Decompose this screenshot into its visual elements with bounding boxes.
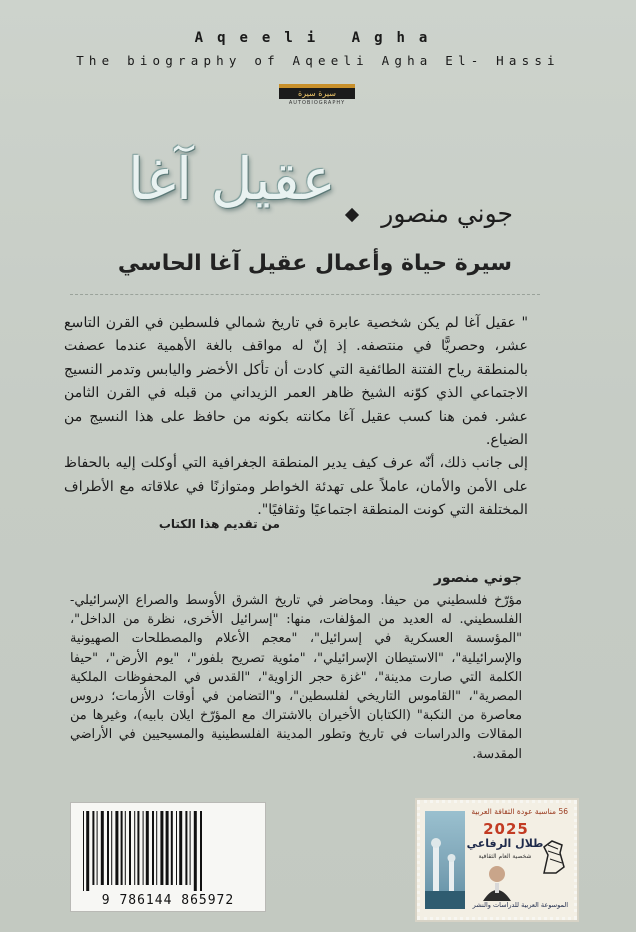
barcode-bar — [92, 811, 94, 885]
divider — [70, 294, 540, 295]
barcode-bar — [97, 811, 98, 885]
quote-paragraph-1: " عقيل آغا لم يكن شخصية عابرة في تاريخ شمالي فلسطين في القرن التاسع عشر، وحصريًّا في منتصفه. إذ إنّ له مواقف بالغة الأهمية عندما عصفت بالمنطقة رياح الفتنة الطائفية التي كادت أن تأكل الأخضر واليابس وتدمر النسيج الاجتماعي الذي كوّنه الشيخ ظاهر العمر الزيداني من قبله في القرن الثامن عشر. فمن هنا كسب عقيل آغا مكانته بكونه من حافظ على هذا النسيج من الضياع. — [64, 315, 528, 449]
barcode-bar — [194, 811, 197, 891]
stamp-year: 2025 — [483, 820, 529, 838]
quote-paragraph-2: إلى جانب ذلك، أنّه عرف كيف يدير المنطقة الجغرافية التي أوكلت إليه بالحفاظ على الأمن والأمان، عاملاً على تهدئة الخواطر ومتوازنًا في علاقاته مع الأطراف المختلفة التي كونت المنطقة اجتماعيًا وثقافيًا". — [64, 455, 528, 519]
english-subtitle: The biography of Aqeeli Agha El- Hassi — [76, 53, 560, 68]
barcode — [70, 802, 266, 912]
barcode-bar — [83, 811, 84, 891]
award-stamp — [417, 800, 577, 920]
stamp-bottom-text: الموسوعة العربية للدراسات والنشر — [472, 901, 568, 909]
stamp-honoree-name: طلال الرفاعي — [466, 837, 544, 850]
publisher-logo: سيرة سيرة — [279, 84, 355, 99]
barcode-bars — [81, 811, 255, 891]
quote-block — [64, 312, 528, 523]
barcode-bar — [121, 811, 123, 885]
barcode-bar — [129, 811, 131, 885]
portrait-icon — [480, 861, 514, 901]
author-bio: مؤرّخ فلسطيني من حيفا. ومحاضر في تاريخ الشرق الأوسط والصراع الإسرائيلي-الفلسطيني. له العديد من المؤلفات، منها: "إسرائيل الأخرى، نظرة من الداخل"، "المؤسسة العسكرية في إسرائيل"، "معجم الأعلام والمصطلحات الصهيونية والإسرائيلية"، "الاستيطان الإسرائيلي"، "مئوية تصريح بلفور"، "يوم الأرض"، "حيفا الكلمة التي صارت مدينة"، "غزة حجر الزاوية"، "القدس في المحفوظات الملكية المصرية"، "القاموس التاريخي لفلسطين"، و"التضامن في أوقات الأزمات؛ دروس معاصرة من النكبة" (الكتابان الأخيران بالاشتراك مع المؤرّخ ايلان بابيه)، وغيرها من المقالات والدراسات في تاريخ وتطور المدينة الفلسطينية والمسيحيين في الأراضي المقدسة. — [70, 593, 522, 762]
quote-source: من تقديم هذا الكتاب — [158, 517, 280, 531]
arabic-subtitle: سيرة حياة وأعمال عقيل آغا الحاسي — [117, 251, 512, 276]
barcode-bar — [171, 811, 173, 885]
isbn-number: 9 786144 865972 — [101, 893, 235, 908]
barcode-bar — [160, 811, 163, 885]
barcode-bar — [86, 811, 89, 891]
barcode-bar — [185, 811, 187, 885]
barcode-bar — [179, 811, 182, 885]
barcode-bar — [107, 811, 109, 885]
barcode-bar — [200, 811, 202, 891]
barcode-bar — [146, 811, 149, 885]
stamp-tower-illustration — [425, 811, 465, 909]
barcode-bar — [134, 811, 135, 885]
stamp-honoree-title: شخصية العام الثقافية — [478, 853, 532, 860]
barcode-bar — [125, 811, 126, 885]
author-name: جوني منصور — [381, 199, 513, 228]
barcode-bar — [176, 811, 177, 885]
barcode-bar — [101, 811, 104, 885]
barcode-bar — [115, 811, 118, 885]
stamp-top-text: 56 مناسبة عودة الثقافة العربية — [471, 807, 568, 816]
tower-icon — [425, 811, 465, 909]
publisher-logo-subtext: AUTOBIOGRAPHY — [288, 100, 346, 106]
bio-author-name: جوني منصور — [433, 570, 522, 586]
barcode-bar — [143, 811, 144, 885]
english-title: Aqeeli Agha — [194, 30, 442, 46]
barcode-bar — [190, 811, 191, 885]
barcode-bar — [152, 811, 154, 885]
barcode-bar — [137, 811, 139, 885]
barcode-bar — [156, 811, 157, 885]
horse-emblem-icon — [538, 837, 568, 877]
barcode-bar — [166, 811, 169, 885]
barcode-bar — [111, 811, 112, 885]
arabic-title: عقيل آغا — [128, 145, 336, 213]
